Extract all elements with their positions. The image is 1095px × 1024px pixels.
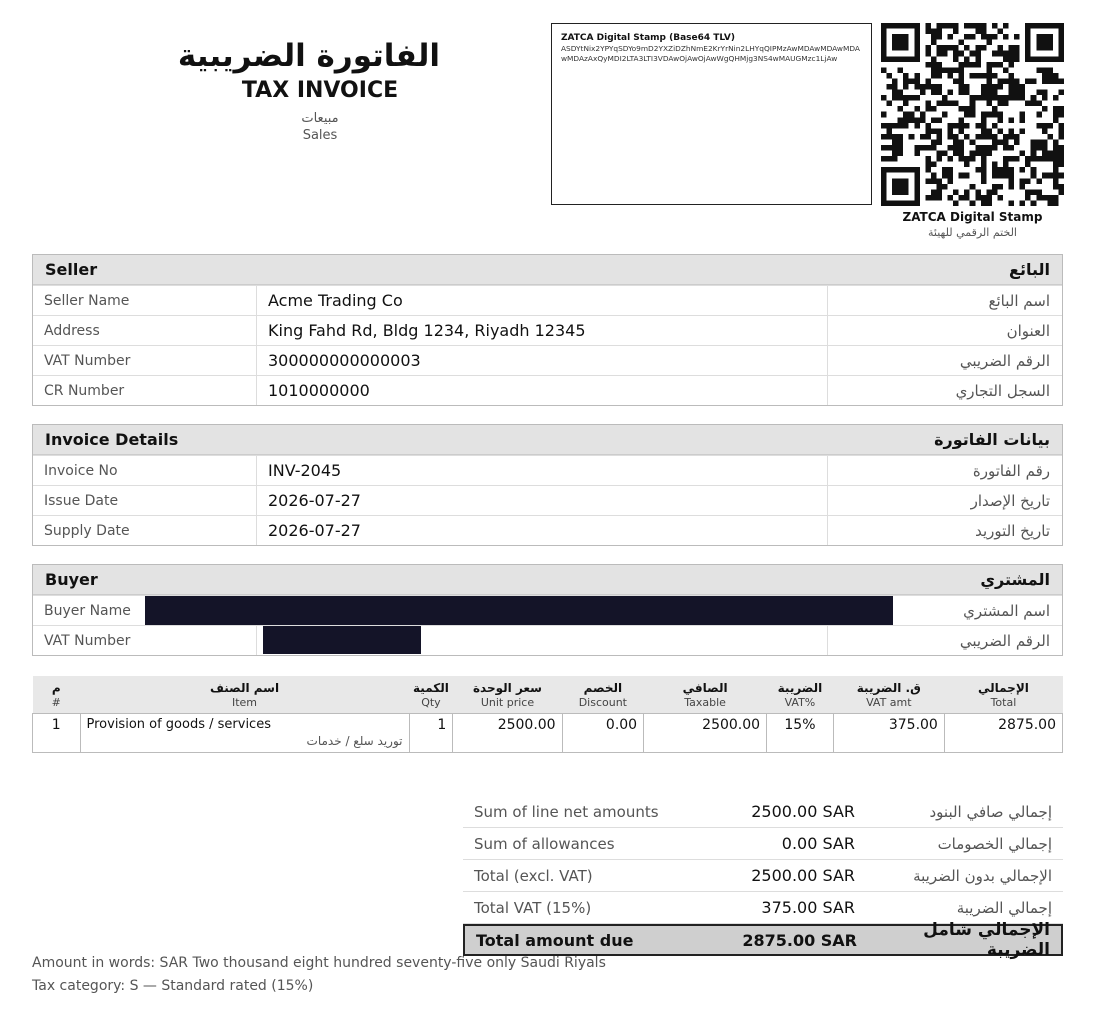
- qr-caption-english: ZATCA Digital Stamp: [902, 210, 1043, 224]
- tax-category: Tax category: S — Standard rated (15%): [32, 978, 314, 994]
- table-row: [33, 714, 1063, 753]
- row-label-english: Address: [33, 316, 257, 345]
- line-items-table: [32, 676, 1063, 753]
- row-label-english: Seller Name: [33, 286, 257, 315]
- invoice-title-english: TAX INVOICE: [241, 78, 399, 103]
- row-label-english: Issue Date: [33, 486, 257, 515]
- grand-total-label-arabic: الإجمالي شامل الضريبة: [923, 920, 1050, 960]
- qr-code-icon: [881, 23, 1064, 206]
- item-name-english: Provision of goods / services: [86, 717, 271, 732]
- invoice-details-header: [33, 425, 1062, 455]
- invoice-number-value: INV-2045: [257, 456, 828, 485]
- total-label-english: Total VAT (15%): [474, 898, 592, 917]
- totals-summary: [463, 796, 1063, 960]
- item-unit-price: 2500.00: [453, 714, 562, 753]
- seller-heading-arabic: البائع: [1009, 260, 1050, 279]
- seller-cr-value: 1010000000: [257, 376, 828, 405]
- qr-caption-arabic: الختم الرقمي للهيئة: [927, 226, 1017, 239]
- invoice-notes: [32, 952, 606, 998]
- seller-name-value: Acme Trading Co: [257, 286, 828, 315]
- line-number: 1: [33, 714, 81, 753]
- row-label-english: VAT Number: [33, 626, 257, 655]
- row-label-english: Buyer Name: [33, 596, 257, 625]
- total-value: 2500.00 SAR: [751, 802, 855, 821]
- column-header: الضريبة VAT%: [767, 676, 834, 714]
- seller-heading-english: Seller: [45, 260, 98, 279]
- total-label-english: Sum of line net amounts: [474, 802, 659, 821]
- supply-date-row: [33, 515, 1062, 545]
- seller-section-header: [33, 255, 1062, 285]
- item-quantity: 1: [409, 714, 453, 753]
- total-label-arabic: إجمالي الضريبة: [956, 898, 1052, 917]
- row-label-arabic: العنوان: [1006, 322, 1050, 340]
- table-header-row: [33, 676, 1063, 714]
- invoice-type-arabic: مبيعات: [301, 111, 339, 126]
- row-label-arabic: الرقم الضريبي: [959, 632, 1050, 650]
- grand-total-value: 2875.00 SAR: [742, 930, 857, 950]
- total-value: 375.00 SAR: [761, 898, 855, 917]
- digital-stamp-data: ASDYtNix2YPYqSDYo9mD2YXZiDZhNmE2KrYrNin2LHYqQIPMzAwMDAwMDAwMDAwMDAzAxQyMDI2LTA3LTI3VDAwOjAwOjAwWgQHMjg3NS4wMAUGMzc1LjAw: [561, 44, 860, 63]
- row-label-english: CR Number: [33, 376, 257, 405]
- column-header: الصافي Taxable: [644, 676, 767, 714]
- redaction-bar: [145, 596, 893, 625]
- invoice-type-english: Sales: [302, 128, 338, 143]
- row-label-english: Supply Date: [33, 516, 257, 545]
- buyer-heading-english: Buyer: [45, 570, 98, 589]
- total-value: 2500.00 SAR: [751, 866, 855, 885]
- column-header: الإجمالي Total: [944, 676, 1062, 714]
- qr-caption: [881, 210, 1064, 240]
- column-header: ق. الضريبة VAT amt: [833, 676, 944, 714]
- total-label-arabic: الإجمالي بدون الضريبة: [913, 866, 1052, 885]
- digital-stamp-box: [551, 23, 872, 205]
- seller-vat-value: 300000000000003: [257, 346, 828, 375]
- invoice-title-arabic: الفاتورة الضريبية: [177, 38, 440, 74]
- seller-address-value: King Fahd Rd, Bldg 1234, Riyadh 12345: [257, 316, 828, 345]
- item-discount: 0.00: [562, 714, 644, 753]
- seller-address-row: [33, 315, 1062, 345]
- seller-cr-row: [33, 375, 1062, 405]
- seller-name-row: [33, 285, 1062, 315]
- total-label-english: Total (excl. VAT): [474, 866, 593, 885]
- row-label-arabic: السجل التجاري: [955, 382, 1050, 400]
- seller-section: [32, 254, 1063, 406]
- row-label-english: Invoice No: [33, 456, 257, 485]
- column-header: سعر الوحدة Unit price: [453, 676, 562, 714]
- row-label-arabic: اسم المشتري: [963, 602, 1050, 620]
- row-label-arabic: اسم البائع: [988, 292, 1050, 310]
- issue-date-value: 2026-07-27: [257, 486, 828, 515]
- row-label-arabic: تاريخ الإصدار: [970, 492, 1050, 510]
- row-label-english: VAT Number: [33, 346, 257, 375]
- item-vat-amount: 375.00: [833, 714, 944, 753]
- total-value: 0.00 SAR: [781, 834, 855, 853]
- column-header: الخصم Discount: [562, 676, 644, 714]
- item-total: 2875.00: [944, 714, 1062, 753]
- invoice-details-section: [32, 424, 1063, 546]
- total-label-arabic: إجمالي صافي البنود: [929, 802, 1052, 821]
- invoice-title-block: [120, 36, 520, 144]
- invoice-heading-english: Invoice Details: [45, 430, 179, 449]
- buyer-name-row: [33, 595, 1062, 625]
- item-vat-percent: 15%: [767, 714, 834, 753]
- total-label-english: Sum of allowances: [474, 834, 615, 853]
- row-label-arabic: رقم الفاتورة: [972, 462, 1050, 480]
- redaction-bar: [263, 626, 421, 654]
- issue-date-row: [33, 485, 1062, 515]
- column-header: اسم الصنف Item: [80, 676, 409, 714]
- invoice-heading-arabic: بيانات الفاتورة: [934, 430, 1050, 449]
- item-description: [80, 714, 409, 753]
- item-taxable: 2500.00: [644, 714, 767, 753]
- column-header: م #: [33, 676, 81, 714]
- buyer-section: [32, 564, 1063, 656]
- column-header: الكمية Qty: [409, 676, 453, 714]
- row-label-arabic: الرقم الضريبي: [959, 352, 1050, 370]
- total-row: [463, 796, 1063, 828]
- grand-total-label-english: Total amount due: [476, 930, 634, 950]
- total-label-arabic: إجمالي الخصومات: [937, 834, 1052, 853]
- buyer-section-header: [33, 565, 1062, 595]
- supply-date-value: 2026-07-27: [257, 516, 828, 545]
- item-name-arabic: توريد سلع / خدمات: [306, 734, 403, 748]
- total-row: [463, 828, 1063, 860]
- digital-stamp-title: ZATCA Digital Stamp (Base64 TLV): [561, 33, 736, 43]
- buyer-heading-arabic: المشتري: [980, 570, 1050, 589]
- total-row: [463, 860, 1063, 892]
- row-label-arabic: تاريخ التوريد: [975, 522, 1050, 540]
- amount-in-words: Amount in words: SAR Two thousand eight hundred seventy-five only Saudi Riyals: [32, 955, 606, 971]
- buyer-vat-row: [33, 625, 1062, 655]
- invoice-number-row: [33, 455, 1062, 485]
- seller-vat-row: [33, 345, 1062, 375]
